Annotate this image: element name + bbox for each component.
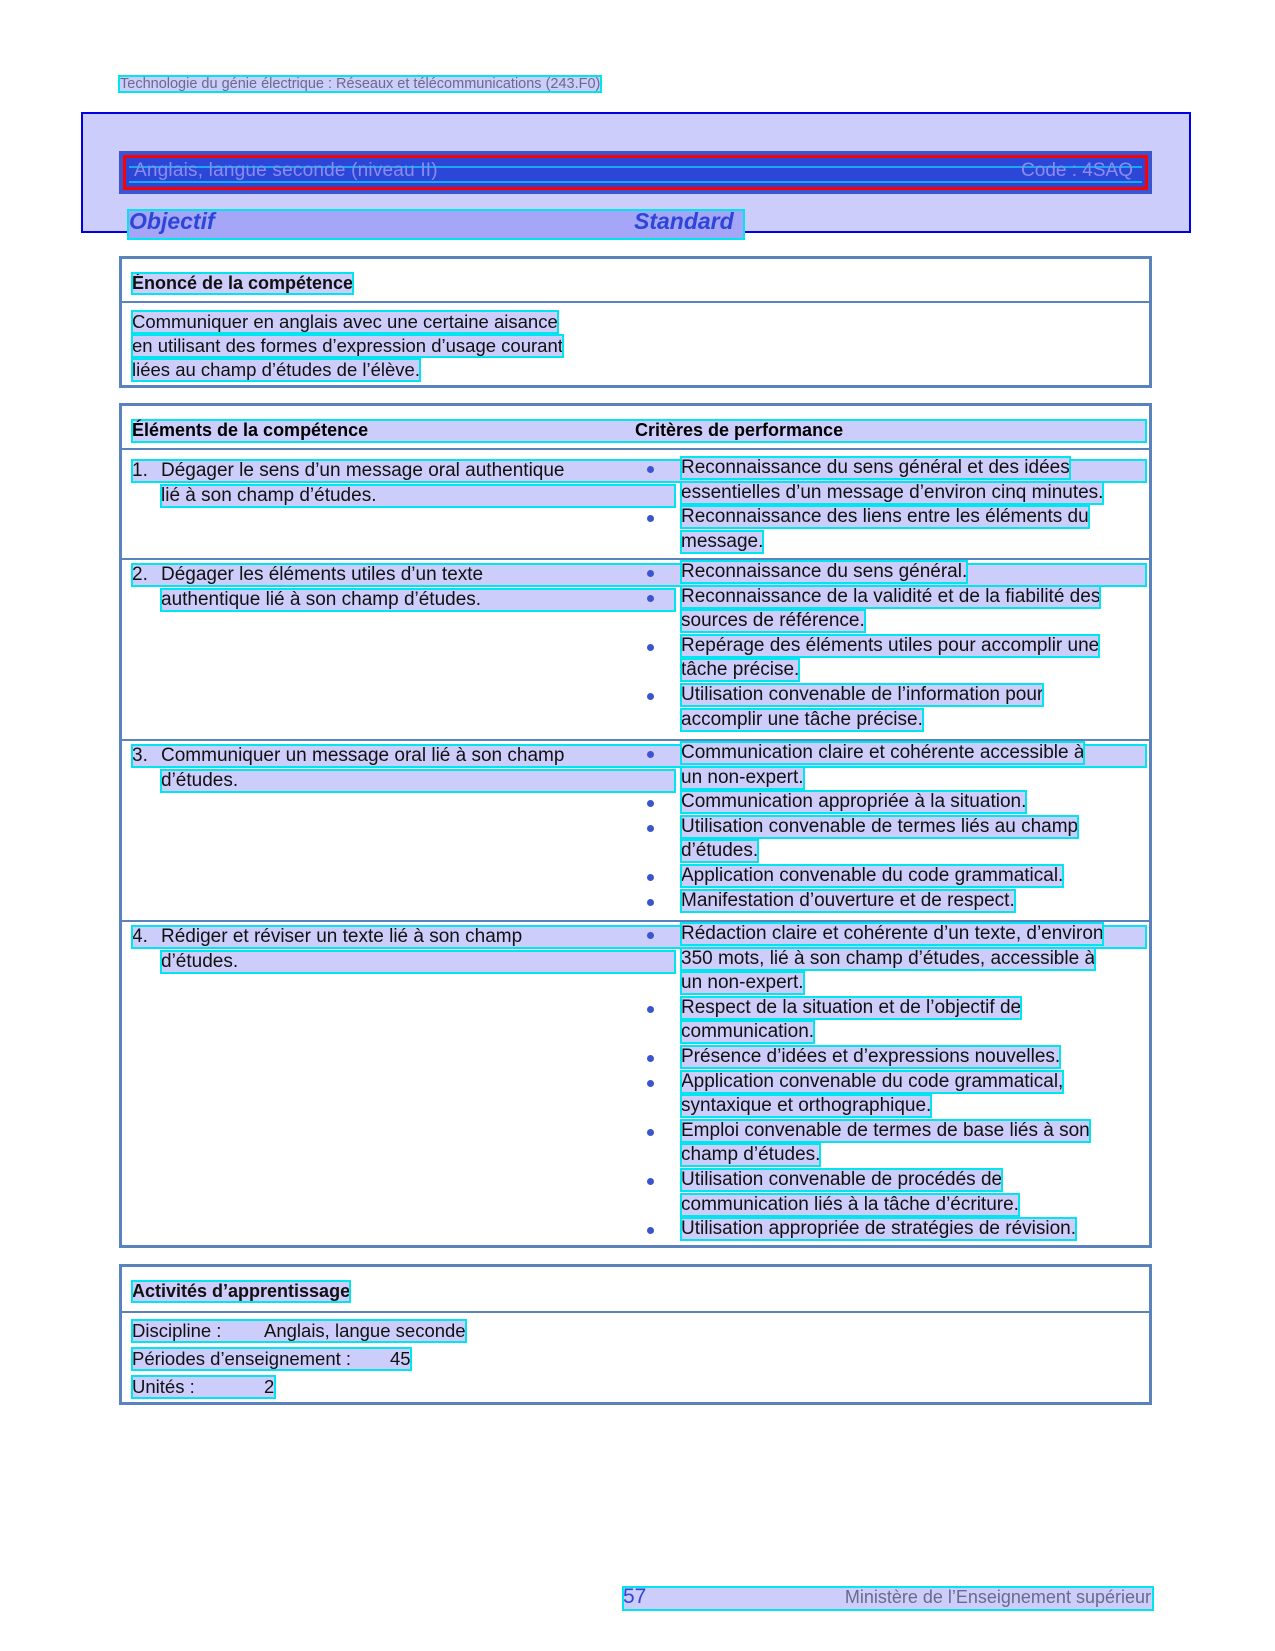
criterion-text: Application convenable du code grammatical. bbox=[681, 865, 1064, 886]
units-label: Unités : bbox=[132, 1376, 195, 1397]
elements-header-row bbox=[132, 420, 1146, 442]
periods-row bbox=[132, 1348, 411, 1370]
element-text: d’études. bbox=[161, 950, 239, 972]
criterion-text: Communication claire et cohérente accessible à bbox=[681, 742, 1085, 763]
criterion-text: Respect de la situation et de l’objectif de bbox=[681, 996, 1022, 1018]
divider bbox=[122, 558, 1149, 560]
course-title-frame bbox=[123, 155, 1148, 190]
elements-header: Éléments de la compétence bbox=[132, 420, 369, 440]
periods-label: Périodes d’enseignement : bbox=[132, 1348, 352, 1369]
footer-ministry: Ministère de l’Enseignement supérieur bbox=[844, 1587, 1151, 1607]
element-text: d’études. bbox=[161, 769, 239, 791]
criterion-text: communication liés à la tâche d’écriture. bbox=[681, 1193, 1019, 1215]
divider bbox=[122, 301, 1149, 303]
element-text: Rédiger et réviser un texte lié à son champ bbox=[161, 926, 523, 947]
bullet-icon bbox=[647, 570, 654, 577]
criterion-text: Repérage des éléments utiles pour accomplir une bbox=[681, 634, 1100, 656]
competency-elements-box bbox=[119, 403, 1152, 1248]
element-text-line bbox=[132, 564, 1146, 586]
criterion-text: Utilisation appropriée de stratégies de révision. bbox=[681, 1218, 1076, 1240]
element-text-line bbox=[161, 951, 675, 973]
criterion-text: Application convenable du code grammatical, bbox=[681, 1070, 1064, 1092]
criteria-header: Critères de performance bbox=[635, 420, 844, 440]
criterion-text: Utilisation convenable de procédés de bbox=[681, 1169, 1003, 1190]
bullet-icon bbox=[647, 874, 654, 881]
criterion-text: tâche précise. bbox=[681, 659, 800, 681]
element-number: 4. bbox=[132, 926, 148, 947]
criterion-text: Manifestation d’ouverture et de respect. bbox=[681, 889, 1015, 911]
bullet-icon bbox=[647, 1178, 654, 1185]
page-number: 57 bbox=[623, 1585, 647, 1608]
objective-standard-row bbox=[129, 208, 743, 238]
bullet-icon bbox=[647, 1227, 654, 1234]
criterion-text: essentielles d’un message d’environ cinq minutes. bbox=[681, 481, 1104, 503]
criterion-text: syntaxique et orthographique. bbox=[681, 1095, 932, 1117]
learning-activities-box bbox=[119, 1264, 1152, 1405]
element-text: Dégager le sens d’un message oral authentique bbox=[161, 460, 565, 481]
periods-value: 45 bbox=[390, 1348, 411, 1369]
bullet-icon bbox=[647, 515, 654, 522]
element-text: Dégager les éléments utiles d’un texte bbox=[161, 564, 484, 585]
units-row bbox=[132, 1376, 275, 1398]
element-number: 3. bbox=[132, 745, 148, 766]
criterion-text: Reconnaissance de la validité et de la fiabilité des bbox=[681, 585, 1101, 607]
element-text: Communiquer un message oral lié à son champ bbox=[161, 745, 565, 766]
element-text-line bbox=[161, 485, 675, 507]
objective-label: Objectif bbox=[129, 208, 215, 234]
bullet-icon bbox=[647, 1080, 654, 1087]
element-number: 2. bbox=[132, 564, 148, 585]
criterion-text: message. bbox=[681, 530, 764, 552]
criterion-text: communication. bbox=[681, 1021, 815, 1043]
element-text-line bbox=[161, 589, 675, 611]
bullet-icon bbox=[647, 800, 654, 807]
criterion-text: d’études. bbox=[681, 840, 759, 862]
discipline-row bbox=[132, 1320, 466, 1342]
bullet-icon bbox=[647, 899, 654, 906]
program-title: Technologie du génie électrique : Réseaux et télécommunications (243.F0) bbox=[120, 76, 601, 92]
criterion-text: Reconnaissance du sens général et des idées bbox=[681, 457, 1070, 478]
divider bbox=[122, 739, 1149, 741]
bullet-icon bbox=[647, 1129, 654, 1136]
page-footer bbox=[623, 1587, 1153, 1610]
bullet-icon bbox=[647, 644, 654, 651]
criterion-text: Présence d’idées et d’expressions nouvelles. bbox=[681, 1046, 1061, 1067]
criterion-text: 350 mots, lié à son champ d’études, accessible à bbox=[681, 947, 1096, 969]
bullet-icon bbox=[647, 595, 654, 602]
criterion-text: Emploi convenable de termes de base liés à son bbox=[681, 1119, 1090, 1141]
competency-statement-box bbox=[119, 256, 1152, 388]
bullet-icon bbox=[647, 1055, 654, 1062]
course-code-label: Code : bbox=[1021, 160, 1078, 181]
criterion-text: un non-expert. bbox=[681, 972, 804, 994]
course-title-bar bbox=[119, 151, 1152, 194]
element-text-line bbox=[161, 770, 675, 792]
criterion-text: Reconnaissance des liens entre les éléments du bbox=[681, 506, 1089, 528]
element-number: 1. bbox=[132, 460, 148, 481]
criterion-text: sources de référence. bbox=[681, 610, 865, 632]
divider bbox=[122, 1311, 1149, 1313]
criterion-text: Utilisation convenable de termes liés au champ bbox=[681, 815, 1079, 837]
criterion-text: accomplir une tâche précise. bbox=[681, 708, 923, 730]
statement-line: Communiquer en anglais avec une certaine aisance bbox=[132, 311, 558, 332]
divider bbox=[122, 448, 1149, 450]
bullet-icon bbox=[647, 466, 654, 473]
course-code-value: 4SAQ bbox=[1082, 160, 1133, 181]
activities-title: Activités d’apprentissage bbox=[132, 1281, 351, 1301]
criterion-text: un non-expert. bbox=[681, 766, 804, 788]
bullet-icon bbox=[647, 1006, 654, 1013]
bullet-icon bbox=[647, 751, 654, 758]
statement-line: liées au champ d’études de l’élève. bbox=[132, 359, 420, 380]
bullet-icon bbox=[647, 825, 654, 832]
statement-title: Énoncé de la compétence bbox=[132, 273, 354, 293]
bullet-icon bbox=[647, 693, 654, 700]
criterion-text: Reconnaissance du sens général. bbox=[681, 561, 968, 582]
criterion-text: champ d’études. bbox=[681, 1144, 821, 1166]
discipline-value: Anglais, langue seconde bbox=[264, 1320, 466, 1341]
element-text: lié à son champ d’études. bbox=[161, 484, 377, 506]
criterion-text: Communication appropriée à la situation. bbox=[681, 791, 1027, 813]
divider bbox=[122, 920, 1149, 922]
discipline-label: Discipline : bbox=[132, 1320, 222, 1341]
course-code bbox=[1021, 160, 1133, 182]
bullet-icon bbox=[647, 932, 654, 939]
standard-label: Standard bbox=[634, 208, 734, 234]
criterion-text: Rédaction claire et cohérente d’un texte, d’environ bbox=[681, 923, 1104, 944]
units-value: 2 bbox=[264, 1376, 275, 1397]
course-name: Anglais, langue seconde (niveau II) bbox=[134, 160, 438, 181]
element-text: authentique lié à son champ d’études. bbox=[161, 588, 482, 610]
criterion-text: Utilisation convenable de l’information pour bbox=[681, 684, 1044, 705]
statement-line: en utilisant des formes d’expression d’usage courant bbox=[132, 335, 563, 356]
